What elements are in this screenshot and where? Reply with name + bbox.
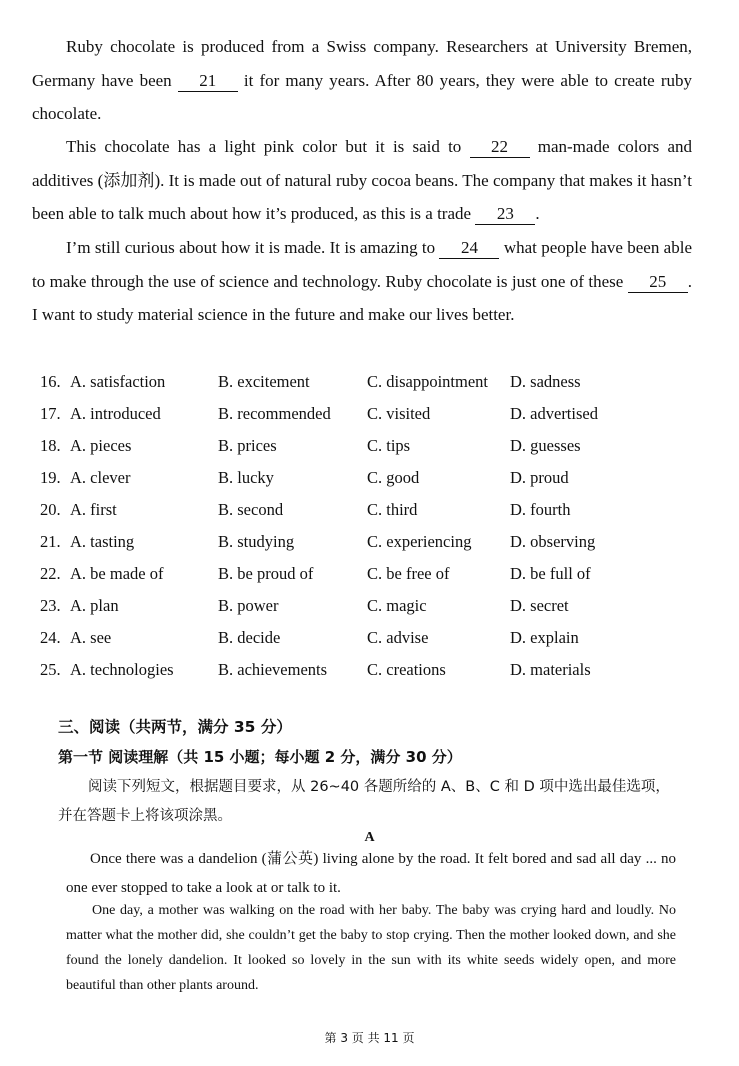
question-row [40, 368, 720, 400]
option-a: A. clever [70, 468, 131, 487]
question-number: 23. [40, 596, 61, 615]
blank-24: 24 [439, 238, 499, 259]
cloze-text: I’m still curious about how it is made. It is amazing to [66, 238, 440, 257]
option-a: A. tasting [70, 532, 135, 551]
option-b: B. achievements [218, 660, 328, 679]
option-d: D. materials [510, 660, 591, 679]
option-d: D. observing [510, 532, 596, 551]
option-d: D. be full of [510, 564, 591, 583]
passage-paragraph-1 [66, 845, 676, 903]
section-instruction [58, 773, 676, 831]
cloze-text: . [535, 204, 540, 223]
blank-21: 21 [178, 71, 238, 92]
option-c: C. be free of [367, 564, 450, 583]
passage-text: Once there was a dandelion (蒲公英) living alone by the road. It felt bored and sad all day ... no one ever stopped to take a look at or talk to it. [66, 851, 676, 896]
cloze-text: Ruby chocolate is produced from a Swiss company. Researchers at University Bremen, Germany have been [32, 37, 692, 90]
option-c: C. advise [367, 628, 429, 647]
option-d: D. secret [510, 596, 569, 615]
passage-label: A [364, 830, 375, 845]
option-a: A. pieces [70, 436, 132, 455]
blank-25: 25 [628, 272, 688, 293]
option-c: C. experiencing [367, 532, 472, 551]
question-number: 24. [40, 628, 61, 647]
cloze-paragraph-1 [32, 30, 692, 131]
question-row [40, 560, 720, 592]
question-row [40, 656, 720, 688]
page-footer: 第 3 页 共 11 页 [324, 1031, 415, 1045]
option-b: B. decide [218, 628, 281, 647]
cloze-text: what people have been able to make through the use of science and technology. Ruby chocolate is just one of these [32, 238, 692, 291]
option-d: D. fourth [510, 500, 571, 519]
cloze-text: man-made colors and additives (添加剂). It is made out of natural ruby cocoa beans. The company that makes it hasn’t been able to talk much about how it’s produced, as this is a trade [32, 137, 692, 223]
option-a: A. satisfaction [70, 372, 166, 391]
option-b: B. prices [218, 436, 277, 455]
option-b: B. recommended [218, 404, 331, 423]
option-b: B. second [218, 500, 284, 519]
question-number: 20. [40, 500, 61, 519]
section-title: 三、阅读（共两节，满分 35 分） [58, 718, 292, 736]
option-a: A. technologies [70, 660, 174, 679]
question-row [40, 592, 720, 624]
instruction-text: 阅读下列短文，根据题目要求，从 26~40 各题所给的 A、B、C 和 D 项中选出最佳选项，并在答题卡上将该项涂黑。 [58, 779, 670, 824]
cloze-text: . I want to study material science in the future and make our lives better. [32, 271, 692, 324]
option-d: D. proud [510, 468, 569, 487]
cloze-paragraph-2 [32, 130, 692, 231]
option-b: B. excitement [218, 372, 310, 391]
question-number: 18. [40, 436, 61, 455]
question-row [40, 624, 720, 656]
blank-23: 23 [475, 204, 535, 225]
option-c: C. visited [367, 404, 431, 423]
question-number: 19. [40, 468, 61, 487]
option-c: C. magic [367, 596, 427, 615]
option-b: B. be proud of [218, 564, 314, 583]
question-row [40, 432, 720, 464]
option-d: D. sadness [510, 372, 581, 391]
option-d: D. guesses [510, 436, 581, 455]
option-b: B. lucky [218, 468, 274, 487]
question-number: 21. [40, 532, 61, 551]
question-row [40, 400, 720, 432]
option-c: C. third [367, 500, 418, 519]
option-b: B. studying [218, 532, 295, 551]
section-subtitle: 第一节 阅读理解（共 15 小题；每小题 2 分，满分 30 分） [58, 748, 462, 766]
question-number: 22. [40, 564, 61, 583]
question-row [40, 528, 720, 560]
passage-paragraph-2 [66, 898, 676, 998]
option-c: C. disappointment [367, 372, 488, 391]
option-a: A. first [70, 500, 117, 519]
option-c: C. tips [367, 436, 411, 455]
cloze-text: This chocolate has a light pink color but it is said to [66, 137, 470, 156]
option-b: B. power [218, 596, 279, 615]
blank-22: 22 [470, 137, 530, 158]
option-c: C. good [367, 468, 420, 487]
option-d: D. explain [510, 628, 579, 647]
option-a: A. introduced [70, 404, 161, 423]
option-a: A. see [70, 628, 112, 647]
question-number: 16. [40, 372, 61, 391]
cloze-text: it for many years. After 80 years, they were able to create ruby chocolate. [32, 70, 693, 123]
option-a: A. be made of [70, 564, 164, 583]
option-c: C. creations [367, 660, 446, 679]
cloze-paragraph-3 [32, 231, 692, 332]
question-number: 25. [40, 660, 61, 679]
option-a: A. plan [70, 596, 119, 615]
question-options-list [40, 368, 720, 688]
question-row [40, 464, 720, 496]
question-number: 17. [40, 404, 61, 423]
question-row [40, 496, 720, 528]
passage-text: One day, a mother was walking on the road with her baby. The baby was crying hard and loudly. No matter what the mother did, she couldn’t get the baby to stop crying. Then the mother looked down, and she found the lonely dandelion. It looked so lovely in the sun with its white seeds widely open, and more beautiful than other plants around. [66, 903, 676, 993]
option-d: D. advertised [510, 404, 598, 423]
